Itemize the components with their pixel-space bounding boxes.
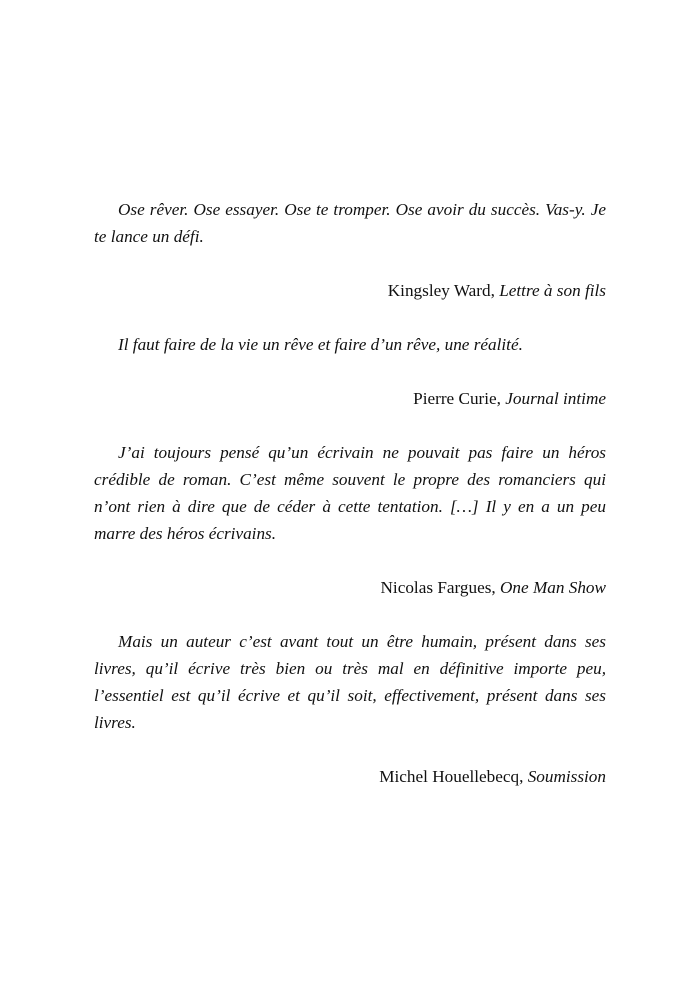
epigraph-attribution-3: [94, 574, 606, 601]
epigraph-attribution-1: [94, 277, 606, 304]
author-name: Nicolas Fargues,: [380, 578, 501, 597]
author-name: Kingsley Ward,: [387, 281, 500, 300]
epigraph-quote-4: Mais un auteur c’est avant tout un être humain, présent dans ses livres, qu’il écrive très bien ou très mal en définitive importe peu, l’essentiel est qu’il écrive et qu’il soit, effectivement, présent dans ses livres.: [94, 632, 606, 732]
epigraph-attribution-4: [94, 763, 606, 790]
epigraph-page: [94, 196, 606, 790]
epigraph-quote-2: Il faut faire de la vie un rêve et faire d’un rêve, une réalité.: [118, 335, 523, 354]
work-title: Journal intime: [505, 389, 606, 408]
epigraph-quote-1: Ose rêver. Ose essayer. Ose te tromper. Ose avoir du succès. Vas-y. Je te lance un défi.: [94, 200, 606, 246]
epigraph-attribution-2: [94, 385, 606, 412]
author-name: Pierre Curie,: [413, 389, 506, 408]
work-title: One Man Show: [500, 578, 606, 597]
work-title: Soumission: [527, 767, 606, 786]
work-title: Lettre à son fils: [499, 281, 606, 300]
epigraph-quote-3: J’ai toujours pensé qu’un écrivain ne pouvait pas faire un héros crédible de roman. C’est même souvent le propre des romanciers qui n’ont rien à dire que de céder à cette tentation. […] Il y en a un peu marre des héros écrivains.: [94, 443, 606, 543]
author-name: Michel Houellebecq,: [379, 767, 528, 786]
